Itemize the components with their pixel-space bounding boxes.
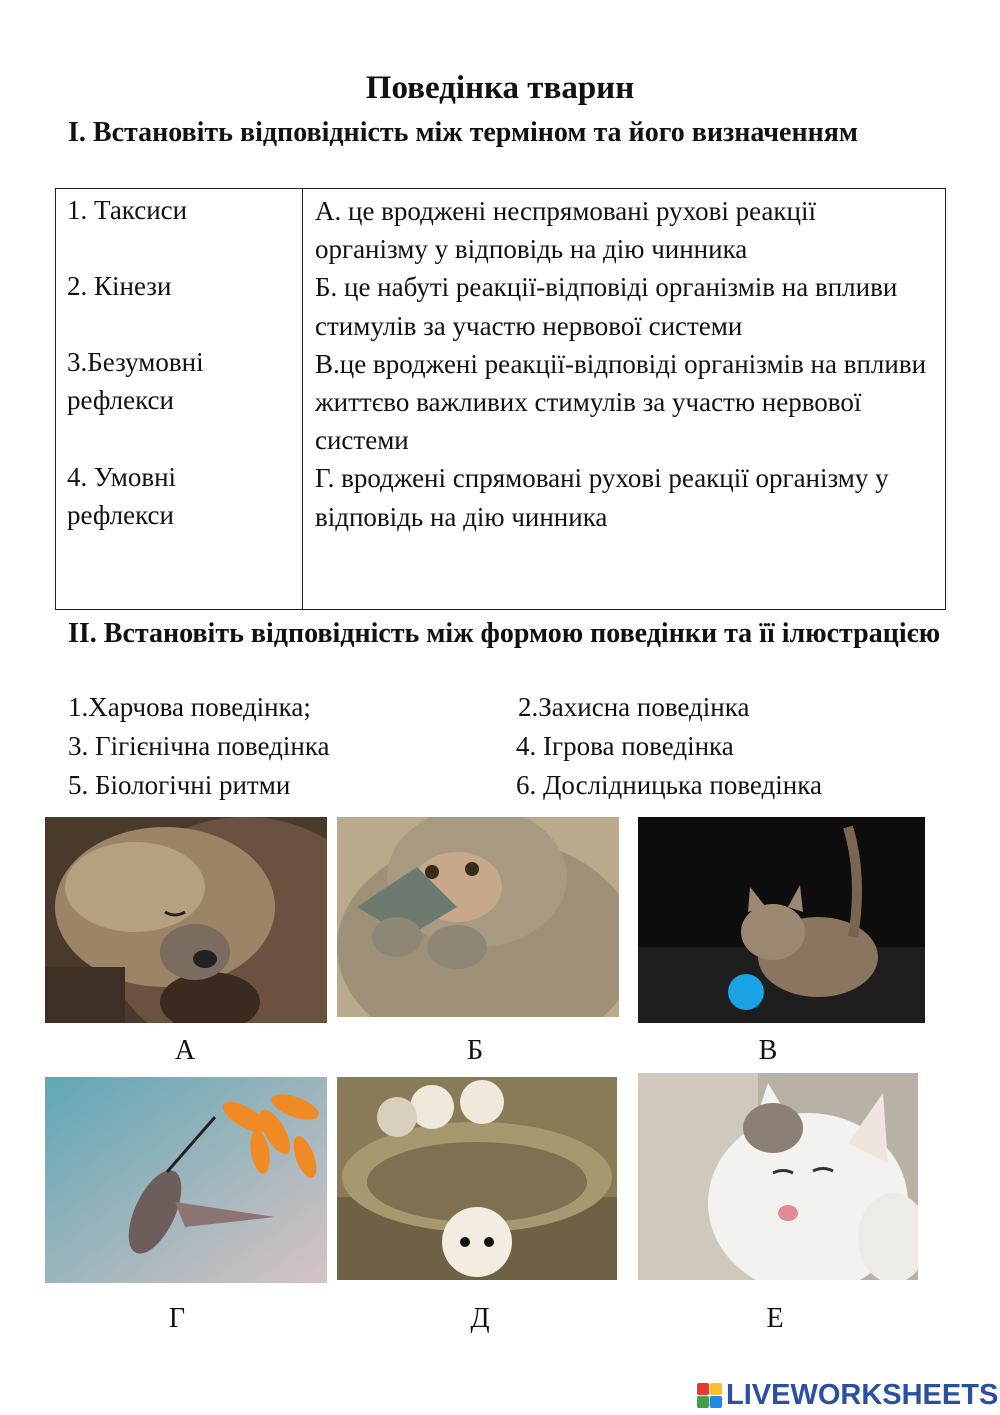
monkey-photo [337,817,619,1017]
image-label-a: А [174,1035,196,1066]
term-2: 2. Кінези [67,271,172,301]
term-4: 4. Умовні рефлекси [67,462,177,531]
sleeping-bear-photo [45,817,327,1023]
cat-licking-photo [638,1073,918,1280]
brand-name: LIVEWORKSHEETS [726,1378,999,1411]
image-label-f: Е [766,1303,784,1334]
image-label-d: Г [168,1303,186,1334]
behavior-4: 4. Ігрова поведінка [516,731,734,761]
definition-b: Б. це набуті реакції-відповіді організмів на впливи стимулів за участю нервової системи [315,272,898,341]
behavior-1: 1.Харчова поведінка; [68,692,311,722]
term-1: 1. Таксиси [67,195,188,225]
hummingbird-photo [45,1077,327,1283]
liveworksheets-logo [697,1375,998,1415]
liveworksheets-mark-icon [697,1383,722,1408]
definition-a: А. це вроджені неспрямовані рухові реакції організму у відповідь на дію чинника [315,196,816,265]
definitions-column [303,189,946,610]
image-label-c: В [758,1035,778,1066]
behavior-2: 2.Захисна поведінка [518,692,750,722]
kitten-with-ball-photo [638,817,925,1023]
section-2-heading: II. Встановіть відповідність між формою поведінки та її ілюстрацією [68,618,941,649]
term-3: 3.Безумовні рефлекси [67,347,204,416]
definition-c: В.це вроджені реакції-відповіді організмів на впливи життєво важливих стимулів за участю нервової системи [315,348,927,456]
image-label-b: Б [466,1035,484,1066]
behavior-5: 5. Біологічні ритми [68,770,291,800]
owl-spread-wings-photo [337,1077,617,1280]
image-label-e: Д [470,1303,490,1334]
behavior-6: 6. Дослідницька поведінка [516,770,822,800]
behavior-3: 3. Гігієнічна поведінка [68,731,330,761]
definition-d: Г. вроджені спрямовані рухові реакції організму у відповідь на дію чинника [315,463,889,532]
page-title: Поведінка тварин [365,70,635,106]
section-1-heading: I. Встановіть відповідність між терміном та його визначенням [68,117,858,148]
